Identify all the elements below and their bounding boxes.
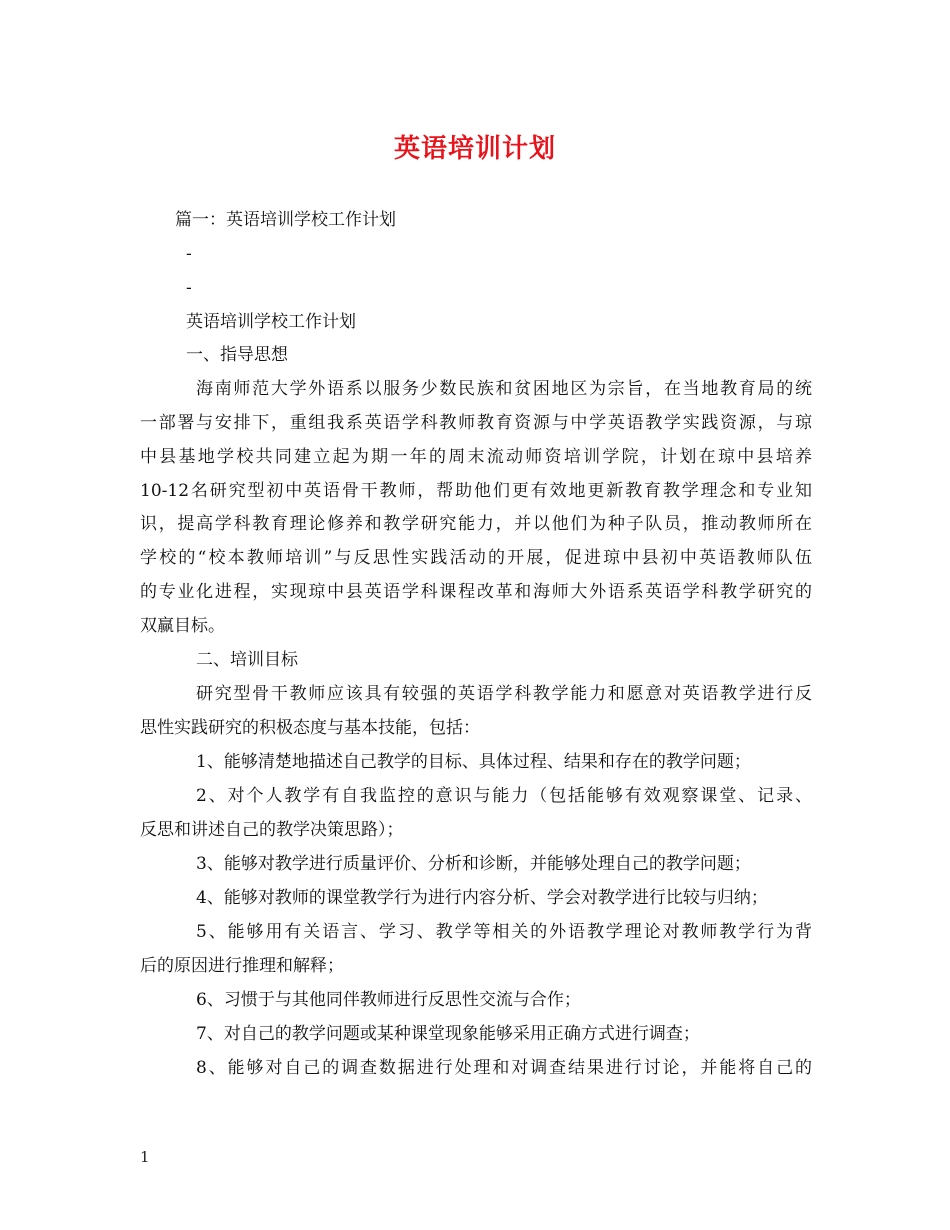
paragraph-line: 思性实践研究的积极态度与基本技能，包括： [140, 718, 480, 738]
dash-line: - [186, 244, 192, 264]
paragraph-line: 10-12名研究型初中英语骨干教师，帮助他们更有效地更新教育教学理念和专业知 [140, 481, 812, 501]
paragraph-line: 的专业化进程，实现琼中县英语学科课程改革和海师大外语系英语学科教学研究的 [140, 582, 812, 602]
paragraph-line: 学校的“校本教师培训”与反思性实践活动的开展，促进琼中县初中英语教师队伍 [140, 548, 812, 568]
list-item-continuation: 后的原因进行推理和解释； [140, 956, 344, 976]
paragraph-line: 研究型骨干教师应该具有较强的英语学科教学能力和愿意对英语教学进行反 [196, 684, 812, 704]
heading-guiding-idea: 一、指导思想 [186, 345, 288, 365]
list-item-continuation: 反思和讲述自己的教学决策思路）； [140, 820, 404, 840]
paragraph-line: 双赢目标。 [140, 616, 225, 636]
dash-line: - [186, 278, 192, 298]
list-item: 5、能够用有关语言、学习、教学等相关的外语教学理论对教师教学行为背 [196, 922, 812, 942]
section-heading: 篇一：英语培训学校工作计划 [175, 210, 396, 230]
list-item: 7、对自己的教学问题或某种课堂现象能够采用正确方式进行调查； [196, 1024, 700, 1044]
list-item: 3、能够对教学进行质量评价、分析和诊断，并能够处理自己的教学问题； [196, 854, 751, 874]
list-item: 8、能够对自己的调查数据进行处理和对调查结果进行讨论，并能将自己的 [196, 1058, 812, 1078]
list-item: 6、习惯于与其他同伴教师进行反思性交流与合作； [196, 990, 581, 1010]
list-item: 2、对个人教学有自我监控的意识与能力（包括能够有效观察课堂、记录、 [196, 786, 812, 806]
paragraph-line: 中县基地学校共同建立起为期一年的周末流动师资培训学院，计划在琼中县培养 [140, 447, 812, 467]
paragraph-line: 海南师范大学外语系以服务少数民族和贫困地区为宗旨，在当地教育局的统 [196, 379, 812, 399]
subtitle-line: 英语培训学校工作计划 [186, 312, 356, 332]
list-item: 1、能够清楚地描述自己教学的目标、具体过程、结果和存在的教学问题； [196, 752, 751, 772]
page-number: 1 [140, 1148, 150, 1166]
document-title: 英语培训计划 [393, 134, 556, 164]
paragraph-line: 一部署与安排下，重组我系英语学科教师教育资源与中学英语教学实践资源，与琼 [140, 413, 812, 433]
heading-training-goals: 二、培训目标 [196, 650, 298, 670]
list-item: 4、能够对教师的课堂教学行为进行内容分析、学会对教学进行比较与归纳； [196, 888, 768, 908]
paragraph-line: 识，提高学科教育理论修养和教学研究能力，并以他们为种子队员，推动教师所在 [140, 514, 812, 534]
